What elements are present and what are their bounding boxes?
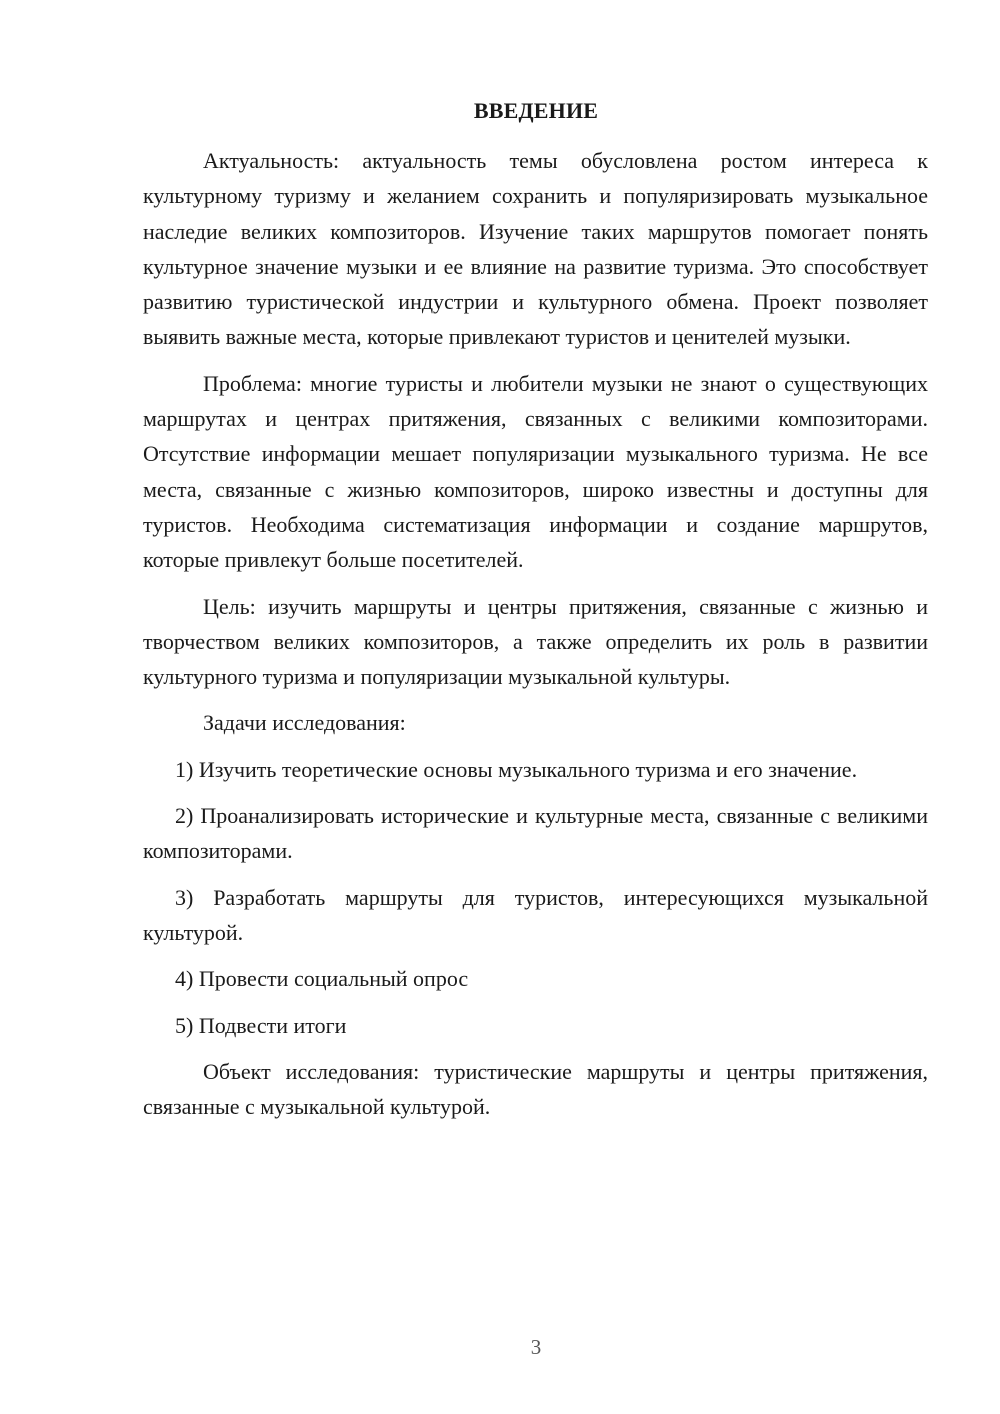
section-title: ВВЕДЕНИЕ (473, 98, 599, 123)
paragraph-relevance: Актуальность: актуальность темы обусловлена ростом интереса к культурному туризму и желанием сохранить и популяризировать музыкальное наследие великих композиторов. Изучение таких маршрутов помогает понять культурное значение музыки и ее влияние на развитие туризма. Это способствует развитию туристической индустрии и культурного обмена. Проект позволяет выявить важные места, которые привлекают туристов и ценителей музыки. (143, 148, 928, 350)
body-text (143, 143, 928, 1135)
paragraph-object: Объект исследования: туристические маршруты и центры притяжения, связанные с музыкальной культурой. (143, 1058, 928, 1120)
paragraph-problem: Проблема: многие туристы и любители музыки не знают о существующих маршрутах и центрах притяжения, связанных с великими композиторами. Отсутствие информации мешает популяризации музыкального туризма. Не все места, связанные с жизнью композиторов, широко известны и доступны для туристов. Необходима систематизация информации и создание маршрутов, которые привлекут больше посетителей. (143, 370, 928, 573)
task-item-5: 5) Подвести итоги (175, 1012, 347, 1038)
page-number: 3 (530, 1335, 542, 1359)
task-item-3: 3) Разработать маршруты для туристов, интересующихся музыкальной культурой. (143, 884, 928, 945)
task-item-2: 2) Проанализировать исторические и культурные места, связанные с великими композиторами. (143, 803, 928, 864)
paragraph-tasks-heading: Задачи исследования: (203, 710, 406, 736)
paragraph-goal: Цель: изучить маршруты и центры притяжения, связанные с жизнью и творчеством великих композиторов, а также определить их роль в развитии культурного туризма и популяризации музыкальной культуры. (143, 593, 928, 690)
task-item-4: 4) Провести социальный опрос (175, 966, 469, 992)
task-item-1: 1) Изучить теоретические основы музыкального туризма и его значение. (175, 756, 858, 782)
